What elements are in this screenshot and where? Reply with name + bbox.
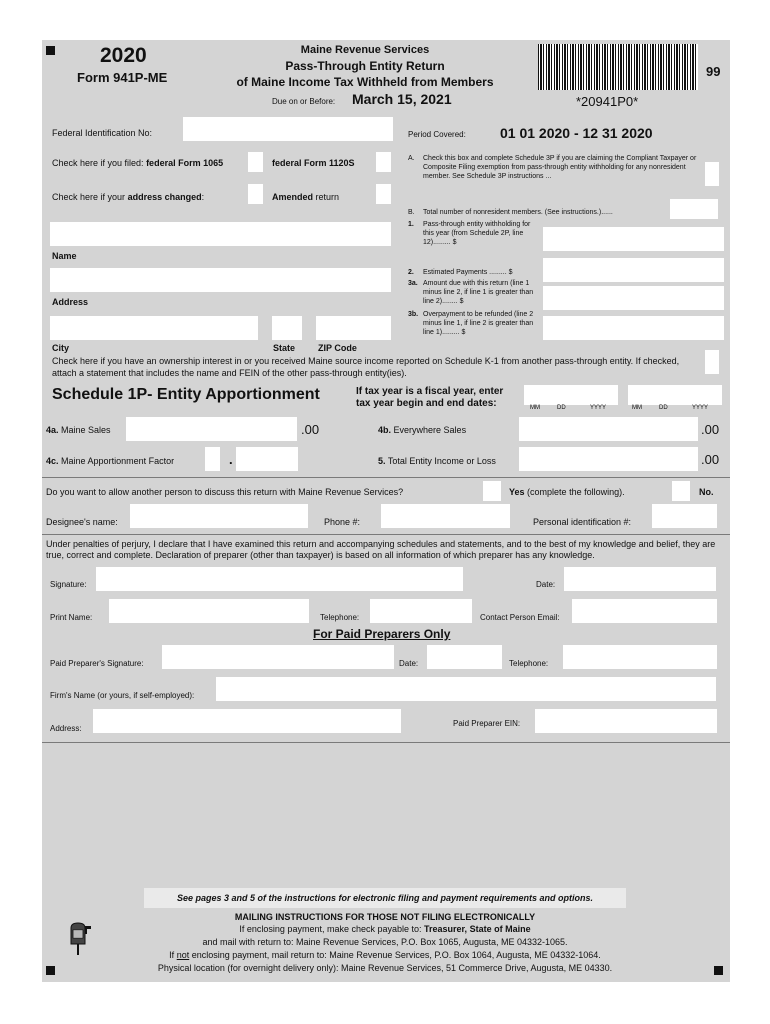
date-col-yyyy-1: YYYY bbox=[590, 405, 607, 411]
apportionment-whole-input[interactable] bbox=[205, 447, 220, 471]
form-name: Form 941P-ME bbox=[77, 70, 168, 85]
period-label: Period Covered: bbox=[408, 130, 466, 139]
designee-phone-label: Phone #: bbox=[324, 517, 361, 527]
date-col-mm-2: MM bbox=[632, 405, 642, 411]
date-col-mm-1: MM bbox=[530, 405, 540, 411]
line-b-text: Total number of nonresident members. (See instructions.)...... bbox=[423, 209, 613, 216]
line-b-label: B. bbox=[408, 209, 415, 216]
date-col-dd-2: DD bbox=[659, 405, 668, 411]
date-col-yyyy-2: YYYY bbox=[692, 405, 709, 411]
line-3a-label: 3a. bbox=[408, 280, 418, 287]
form-1120s-checkbox[interactable] bbox=[376, 152, 391, 172]
divider bbox=[42, 742, 730, 743]
telephone-input[interactable] bbox=[370, 599, 472, 623]
fiscal-year-text: If tax year is a fiscal year, enter tax year begin and end dates: bbox=[356, 386, 504, 409]
date-col-dd-1: DD bbox=[557, 405, 566, 411]
barcode bbox=[538, 44, 698, 90]
print-name-input[interactable] bbox=[109, 599, 309, 623]
designee-yes-checkbox[interactable] bbox=[483, 481, 501, 501]
line-b-input[interactable] bbox=[670, 199, 718, 219]
amended-label: Amended return bbox=[272, 192, 340, 202]
divider bbox=[42, 534, 730, 535]
state-input[interactable] bbox=[272, 316, 302, 340]
line-1-label: 1. bbox=[408, 221, 414, 228]
due-date: March 15, 2021 bbox=[352, 91, 452, 107]
ownership-text: Check here if you have an ownership interest in or you received Maine source income reported on Schedule K-1 from another pass-through entity. If checked, attach a statement that includes the name and FEIN of the other pass-through entity(ies). bbox=[52, 356, 680, 378]
signature-date-label: Date: bbox=[536, 580, 556, 589]
signature-date-input[interactable] bbox=[564, 567, 716, 591]
maine-sales-input[interactable] bbox=[126, 417, 297, 441]
fein-input[interactable] bbox=[183, 117, 393, 141]
preparer-telephone-input[interactable] bbox=[563, 645, 717, 669]
preparer-date-input[interactable] bbox=[427, 645, 502, 669]
payment-address: and mail with return to: Maine Revenue Services, P.O. Box 1065, Augusta, ME 04332-1065. bbox=[202, 937, 568, 947]
line-2-input[interactable] bbox=[543, 258, 724, 282]
line-a-label: A. bbox=[408, 155, 415, 162]
mailbox-icon bbox=[68, 922, 92, 956]
state-label: State bbox=[273, 343, 296, 353]
address-changed-label: Check here if your address changed: bbox=[52, 192, 205, 202]
preparer-address-input[interactable] bbox=[93, 709, 401, 733]
barcode-text: *20941P0* bbox=[576, 94, 639, 109]
physical-location: Physical location (for overnight delivery only): Maine Revenue Services, 51 Commerce Drive, Augusta, ME 04330. bbox=[157, 963, 613, 973]
line-a-checkbox[interactable] bbox=[705, 162, 719, 186]
line-a-text: Check this box and complete Schedule 3P if you are claiming the Compliant Taxpayer or Composite Filing exemption from pass-through entity withholding for any nonresident member. See Schedule 3P instructions ... bbox=[423, 155, 697, 180]
preparer-signature-label: Paid Preparer's Signature: bbox=[50, 659, 144, 668]
preparer-signature-input[interactable] bbox=[162, 645, 394, 669]
preparer-telephone-label: Telephone: bbox=[509, 659, 549, 668]
line-5-label: 5. Total Entity Income or Loss bbox=[378, 456, 496, 466]
designee-pin-label: Personal identification #: bbox=[533, 517, 632, 527]
total-income-cents: .00 bbox=[701, 452, 720, 467]
address-changed-checkbox[interactable] bbox=[248, 184, 263, 204]
preparer-address-label: Address: bbox=[50, 724, 82, 733]
filed-label: Check here if you filed: federal Form 1065 bbox=[52, 158, 224, 168]
firm-name-label: Firm's Name (or yours, if self-employed): bbox=[50, 691, 195, 700]
efile-note: See pages 3 and 5 of the instructions for electronic filing and payment requirements and options. bbox=[176, 893, 594, 903]
registration-mark-bottom-left bbox=[46, 966, 55, 975]
fiscal-end-input[interactable] bbox=[628, 385, 722, 405]
form-1065-checkbox[interactable] bbox=[248, 152, 263, 172]
amended-checkbox[interactable] bbox=[376, 184, 391, 204]
everywhere-sales-cents: .00 bbox=[701, 422, 720, 437]
line-2-text: Estimated Payments ......... $ bbox=[423, 269, 513, 276]
name-label: Name bbox=[52, 251, 77, 261]
no-payment-address: If not enclosing payment, mail return to: Maine Revenue Services, P.O. Box 1064, Augusta, ME 04332-1064. bbox=[169, 950, 601, 960]
telephone-label: Telephone: bbox=[320, 613, 360, 622]
line-3b-label: 3b. bbox=[408, 311, 419, 318]
line-1-input[interactable] bbox=[543, 227, 724, 251]
print-name-label: Print Name: bbox=[50, 613, 93, 622]
line-3b-input[interactable] bbox=[543, 316, 724, 340]
everywhere-sales-input[interactable] bbox=[519, 417, 698, 441]
designee-no-checkbox[interactable] bbox=[672, 481, 690, 501]
paid-preparers-heading: For Paid Preparers Only bbox=[313, 627, 451, 641]
form-title-line2: of Maine Income Tax Withheld from Members bbox=[236, 75, 494, 89]
preparer-ein-input[interactable] bbox=[535, 709, 717, 733]
due-date-label: Due on or Before: bbox=[272, 97, 336, 106]
period-value: 01 01 2020 - 12 31 2020 bbox=[500, 125, 653, 141]
line-1-text: Pass-through entity withholding for this year (from Schedule 2P, line 12)......... $ bbox=[423, 221, 531, 246]
mailing-heading: MAILING INSTRUCTIONS FOR THOSE NOT FILING ELECTRONICALLY bbox=[234, 912, 536, 922]
signature-label: Signature: bbox=[50, 580, 87, 589]
line-4b-label: 4b. Everywhere Sales bbox=[378, 425, 467, 435]
designee-yes-label: Yes (complete the following). bbox=[509, 487, 625, 497]
designee-question: Do you want to allow another person to discuss this return with Maine Revenue Services? bbox=[46, 487, 404, 497]
line-2-label: 2. bbox=[408, 269, 414, 276]
designee-name-input[interactable] bbox=[130, 504, 308, 528]
designee-no-label: No. bbox=[699, 487, 714, 497]
declaration-text: Under penalties of perjury, I declare that I have examined this return and accompanying schedules and statements, and to the best of my knowledge and belief, they are true, correct and complete. Declaration of preparer (other than taxpayer) is based on all information of which preparer has any knowledge. bbox=[46, 539, 716, 560]
form-1120s-label: federal Form 1120S bbox=[272, 158, 355, 168]
designee-phone-input[interactable] bbox=[381, 504, 510, 528]
city-label: City bbox=[52, 343, 70, 353]
contact-email-label: Contact Person Email: bbox=[480, 613, 560, 622]
line-4c-label: 4c. Maine Apportionment Factor bbox=[46, 456, 175, 466]
zip-label: ZIP Code bbox=[318, 343, 357, 353]
agency-name: Maine Revenue Services bbox=[300, 44, 430, 56]
fiscal-begin-input[interactable] bbox=[524, 385, 618, 405]
line-3a-input[interactable] bbox=[543, 286, 724, 310]
line-3a-text: Amount due with this return (line 1 minus line 2, if line 1 is greater than line 2)........ $ bbox=[423, 280, 534, 305]
signature-input[interactable] bbox=[96, 567, 463, 591]
city-input[interactable] bbox=[50, 316, 258, 340]
total-income-input[interactable] bbox=[519, 447, 698, 471]
fein-label: Federal Identification No: bbox=[52, 128, 153, 138]
contact-email-input[interactable] bbox=[572, 599, 717, 623]
ownership-checkbox[interactable] bbox=[705, 350, 719, 374]
maine-sales-cents: .00 bbox=[301, 422, 320, 437]
form-title-line1: Pass-Through Entity Return bbox=[285, 59, 445, 73]
divider bbox=[42, 477, 730, 478]
firm-name-input[interactable] bbox=[216, 677, 716, 701]
preparer-date-label: Date: bbox=[399, 659, 419, 668]
apportionment-decimal: . bbox=[229, 452, 233, 467]
line-4a-label: 4a. Maine Sales bbox=[46, 425, 111, 435]
designee-pin-input[interactable] bbox=[652, 504, 717, 528]
registration-mark-top-left bbox=[46, 46, 55, 55]
form-code: 99 bbox=[706, 64, 721, 79]
payment-instruction: If enclosing payment, make check payable to: Treasurer, State of Maine bbox=[239, 924, 531, 934]
address-label: Address bbox=[52, 297, 89, 307]
zip-input[interactable] bbox=[316, 316, 391, 340]
preparer-ein-label: Paid Preparer EIN: bbox=[453, 719, 521, 728]
address-input[interactable] bbox=[50, 268, 391, 292]
registration-mark-bottom-right bbox=[714, 966, 723, 975]
form-year: 2020 bbox=[100, 44, 147, 67]
schedule-title: Schedule 1P- Entity Apportionment bbox=[52, 386, 320, 403]
line-3b-text: Overpayment to be refunded (line 2 minus line 1, if line 2 is greater than line 1)......... $ bbox=[423, 311, 534, 336]
name-input[interactable] bbox=[50, 222, 391, 246]
apportionment-fraction-input[interactable] bbox=[236, 447, 298, 471]
designee-name-label: Designee's name: bbox=[46, 517, 118, 527]
